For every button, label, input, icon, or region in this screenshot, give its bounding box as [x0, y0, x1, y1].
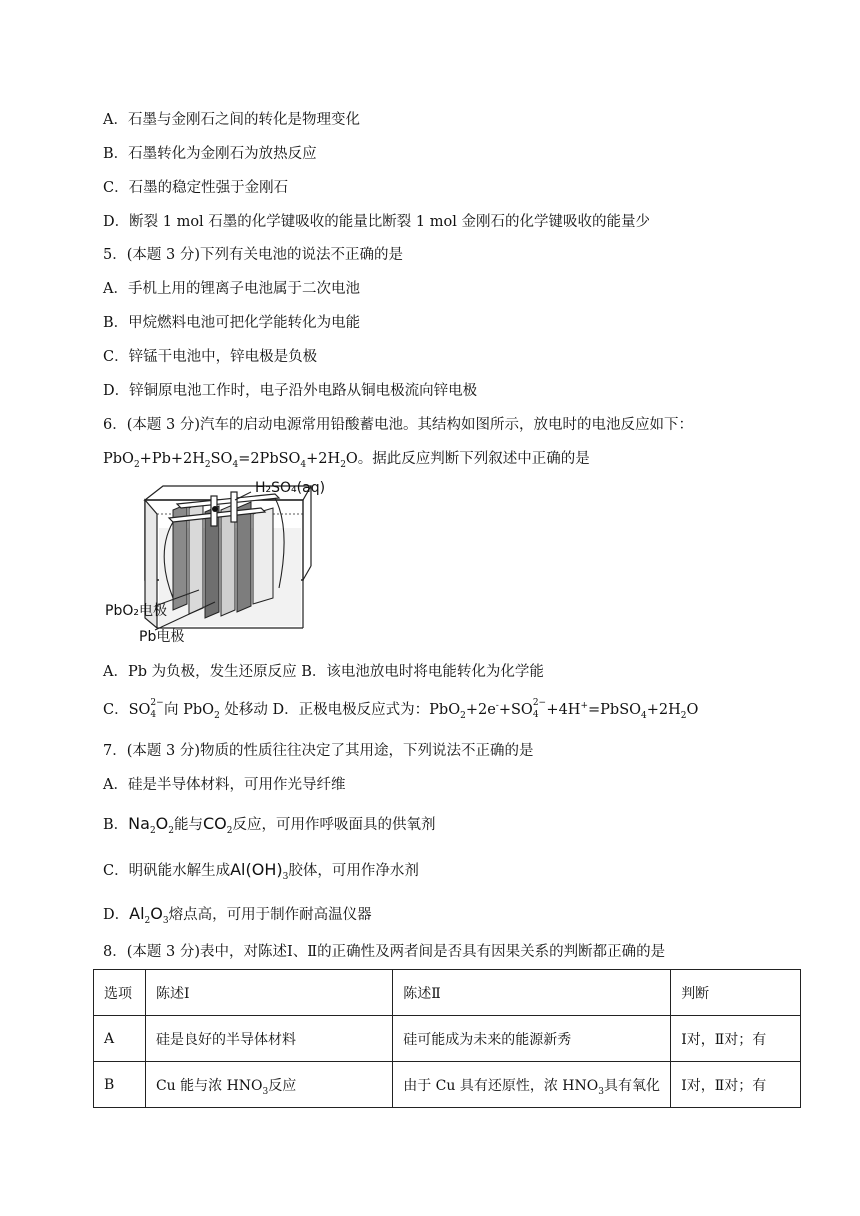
table-cell: A [94, 1016, 146, 1062]
q8-stem: 8．(本题 3 分)表中，对陈述Ⅰ、Ⅱ的正确性及两者间是否具有因果关系的判断都正确的是 [103, 944, 666, 960]
table-cell: Cu 能与浓 $HNO_3$反应 [145, 1062, 392, 1108]
table-cell: B [94, 1062, 146, 1108]
q5-option-b: B．甲烷燃料电池可把化学能转化为电能 [103, 315, 361, 331]
q6-options-cd: C．SO 2− 4 向 PbO$_2$ 处移动 D．正极电极反应式为：PbO$_2$+2e-+SO 2− 4 $+4H^+=PbSO_4+2H_2O$ [103, 698, 699, 721]
pb-electrode-label: Pb电极 [139, 629, 185, 645]
q7-option-b: B．$Na_2O_2$能与$CO_2$反应，可用作呼吸面具的供氧剂 [103, 814, 436, 836]
q7-option-a: A．硅是半导体材料，可用作光导纤维 [103, 777, 346, 793]
q5-option-c: C．锌锰干电池中，锌电极是负极 [103, 349, 318, 365]
h2so4-label: H₂SO₄(aq) [255, 480, 326, 496]
table-row [94, 1016, 801, 1062]
q6-stem: 6．(本题 3 分)汽车的启动电源常用铅酸蓄电池。其结构如图所示，放电时的电池反应如下： [103, 417, 693, 433]
header-cell: 陈述Ⅰ [145, 970, 392, 1016]
table-cell: Ⅰ对，Ⅱ对；有 [671, 1062, 801, 1108]
table-cell: 由于 Cu 具有还原性，浓 $HNO_3$具有氧化 [393, 1062, 671, 1108]
q4-option-c: C．石墨的稳定性强于金刚石 [103, 180, 289, 196]
q7-stem: 7．(本题 3 分)物质的性质往往决定了其用途，下列说法不正确的是 [103, 743, 534, 759]
table-row [94, 1062, 801, 1108]
q6-equation: $PbO_2+Pb+2H_2SO_4=2PbSO_4+2H_2O$。据此反应判断下列叙述中正确的是 [103, 451, 590, 470]
q5-option-a: A．手机上用的锂离子电池属于二次电池 [103, 281, 360, 297]
q4-option-b: B．石墨转化为金刚石为放热反应 [103, 146, 317, 162]
q4-option-d: D．断裂 1 mol 石墨的化学键吸收的能量比断裂 1 mol 金刚石的化学键吸收的能量少 [103, 214, 650, 230]
table-header-row [94, 970, 801, 1016]
battery-diagram [103, 478, 315, 650]
header-cell: 判断 [671, 970, 801, 1016]
q5-stem: 5．(本题 3 分)下列有关电池的说法不正确的是 [103, 247, 403, 263]
q7-option-d: D．$Al_2O_3$熔点高，可用于制作耐高温仪器 [103, 904, 372, 926]
table-cell: Ⅰ对，Ⅱ对；有 [671, 1016, 801, 1062]
table-cell: 硅是良好的半导体材料 [145, 1016, 392, 1062]
q8-table [93, 969, 801, 1108]
lead-acid-battery-figure [103, 478, 326, 650]
q4-option-a: A．石墨与金刚石之间的转化是物理变化 [103, 112, 360, 128]
q6-options-ab: A．Pb 为负极，发生还原反应 B．该电池放电时将电能转化为化学能 [103, 664, 544, 680]
q7-option-c: C．明矾能水解生成$Al(OH)_3$胶体，可用作净水剂 [103, 860, 419, 882]
header-cell: 选项 [94, 970, 146, 1016]
header-cell: 陈述Ⅱ [393, 970, 671, 1016]
pbo2-electrode-label: PbO₂电极 [105, 603, 167, 619]
q5-option-d: D．锌铜原电池工作时，电子沿外电路从铜电极流向锌电极 [103, 383, 478, 399]
table-cell: 硅可能成为未来的能源新秀 [393, 1016, 671, 1062]
